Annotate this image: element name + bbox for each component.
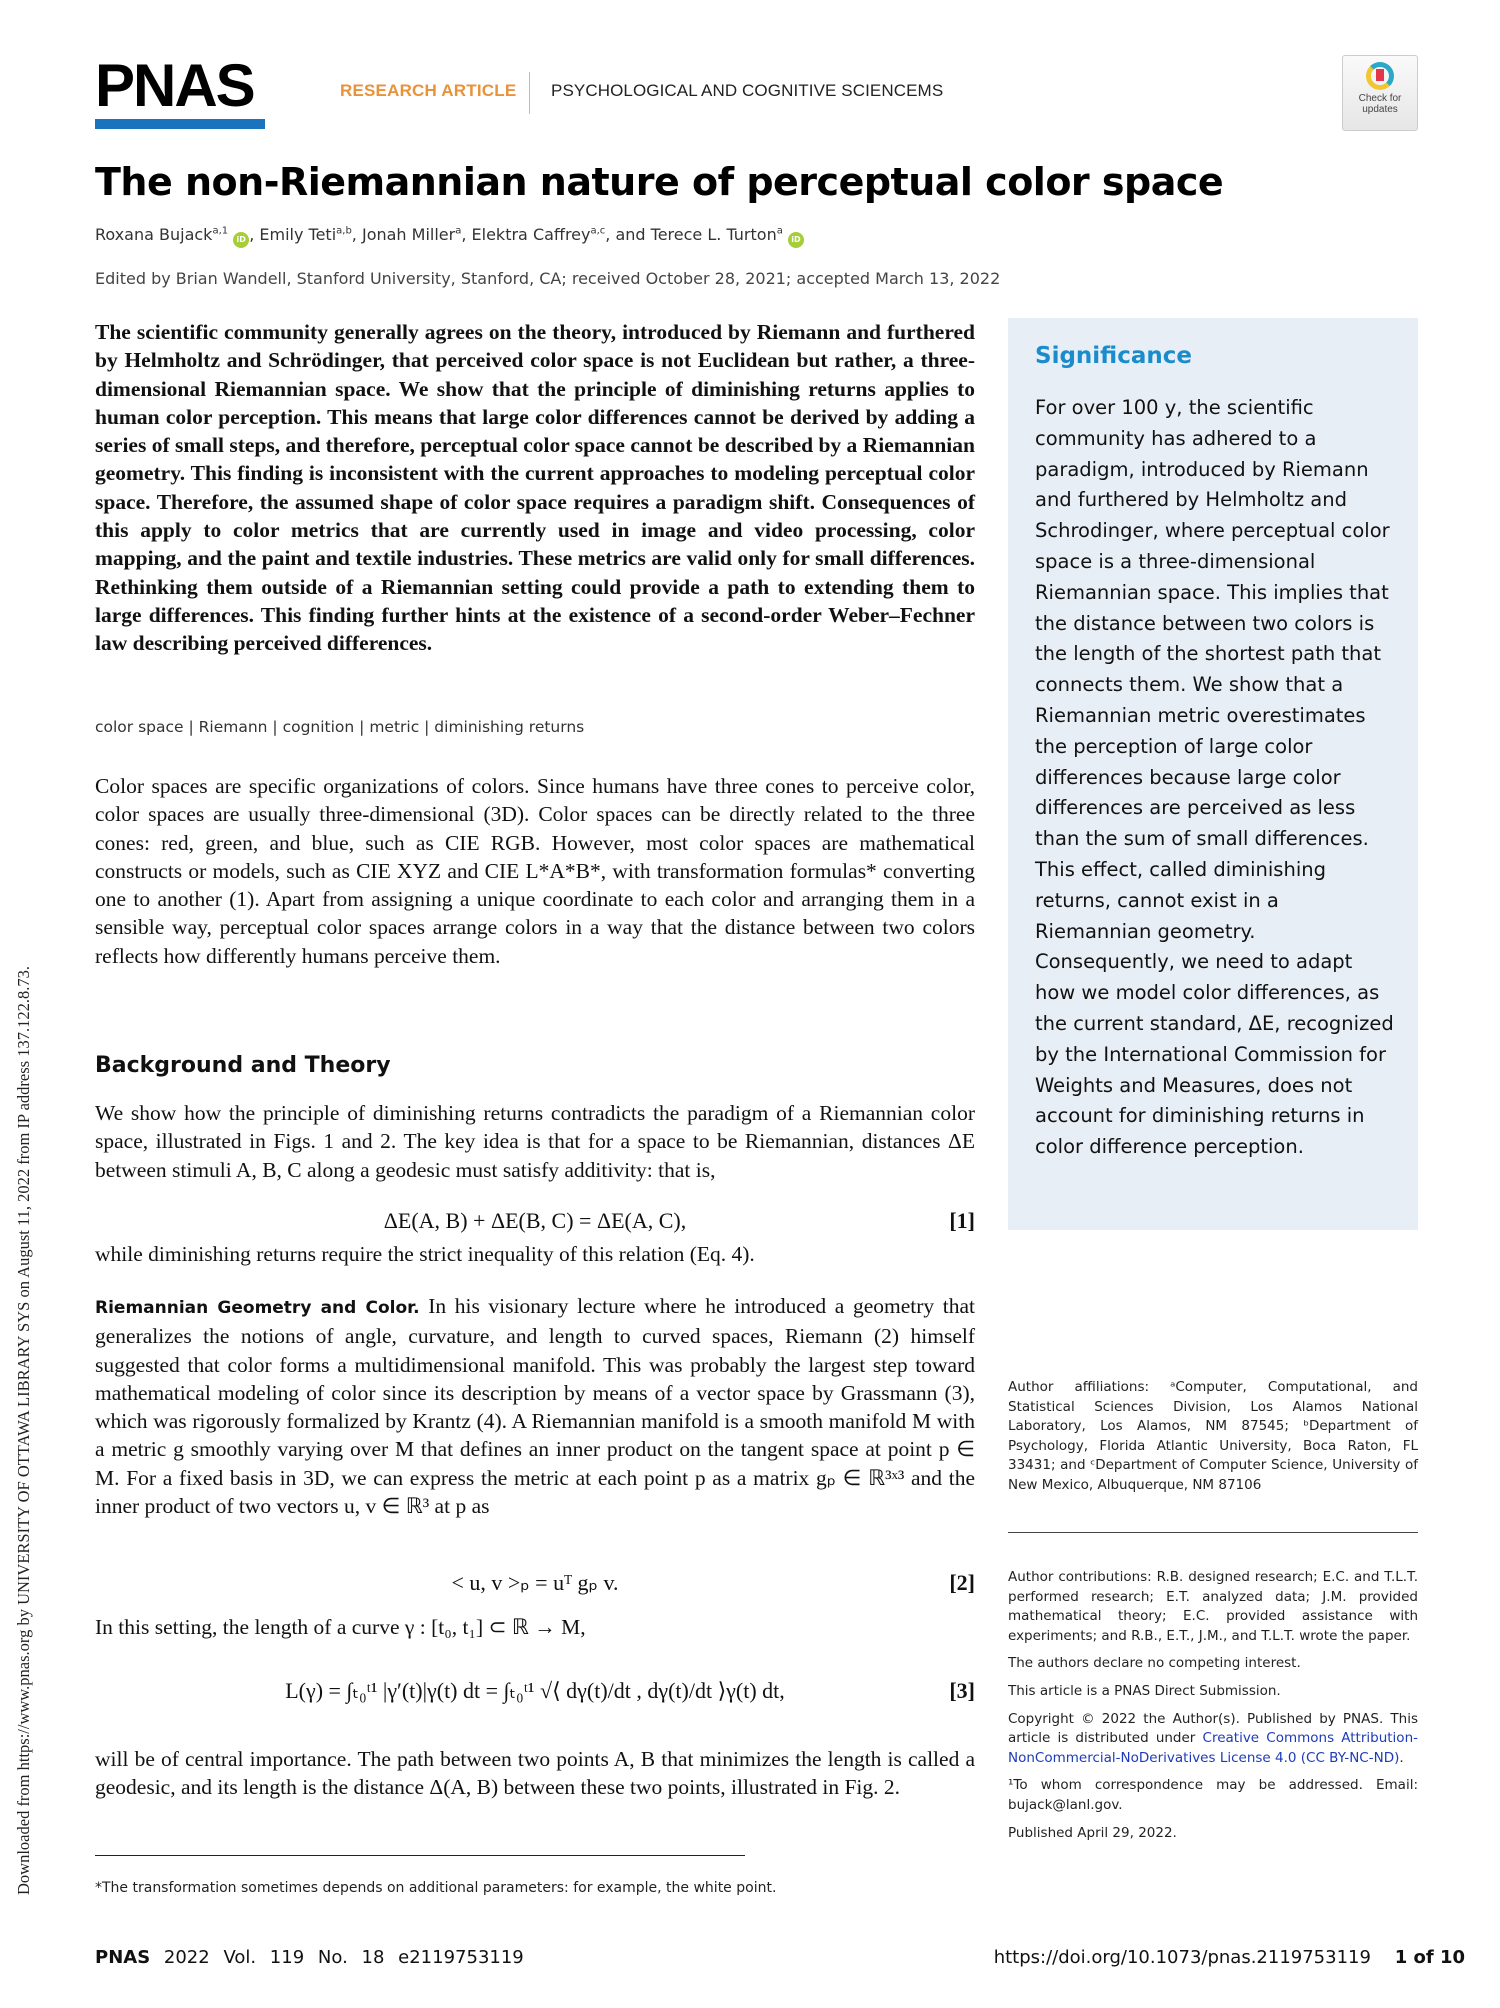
equation-2: < u, v >ₚ = uᵀ gₚ v. [2] <box>451 1570 975 1595</box>
abstract: The scientific community generally agrees on the theory, introduced by Riemann and furthered by Helmholtz and Schrödinger, that perceived color space is not Euclidean but rather, a three-dimensional Riemannian space. We show that the principle of diminishing returns applies to human color perception. This means that large color differences cannot be derived by adding a series of small steps, and therefore, perceptual color space cannot be described by a Riemannian geometry. This finding is inconsistent with the current approaches to modeling perceptual color space. Therefore, the assumed shape of color space requires a paradigm shift. Consequences of this apply to color metrics that are currently used in image and video processing, color mapping, and the paint and textile industries. These metrics are valid only for small differences. Rethinking them outside of a Riemannian setting could provide a path to extending them to large differences. This finding further hints at the existence of a second-order Weber–Fechner law describing perceived differences. <box>95 320 975 656</box>
competing-interest: The authors declare no competing interest. <box>1008 1655 1301 1672</box>
author[interactable]: Terece L. Turton <box>650 225 777 244</box>
footnote-divider <box>95 1855 745 1856</box>
significance-title: Significance <box>1035 343 1192 369</box>
article-section: PSYCHOLOGICAL AND COGNITIVE SCIENCEMS <box>551 81 944 100</box>
orcid-icon[interactable]: iD <box>788 232 804 248</box>
editor-line: Edited by Brian Wandell, Stanford University, Stanford, CA; received October 28, 2021; accepted March 13, 2022 <box>95 269 1001 288</box>
section-heading: Background and Theory <box>95 1053 391 1078</box>
correspondence: ¹To whom correspondence may be addressed. Email: bujack@lanl.gov. <box>1008 1777 1418 1813</box>
intro-paragraph: Color spaces are specific organizations of colors. Since humans have three cones to perceive color, color spaces are usually three-dimensional (3D). Color spaces can be directly related to the three cones: red, green, and blue, such as CIE RGB. However, most color spaces are mathematical constructs or models, such as CIE XYZ and CIE L*A*B*, with transformation formulas* converting one to another (1). Apart from assigning a unique coordinate to each color and arranging them in a sensible way, perceptual color spaces arrange colors in a way that the distance between two colors reflects how differently humans perceive them. <box>95 774 975 968</box>
footnote: *The transformation sometimes depends on additional parameters: for example, the white point. <box>95 1880 777 1896</box>
submission-type: This article is a PNAS Direct Submission. <box>1008 1682 1281 1699</box>
copyright: Copyright © 2022 the Author(s). Published by PNAS. This article is distributed under Creative Commons Attribution-NonCommercial-NoDerivatives License 4.0 (CC BY-NC-ND). <box>1008 1710 1418 1766</box>
page-number: 1 of 10 <box>1394 1947 1465 1968</box>
author-contributions: Author contributions: R.B. designed research; E.C. and T.L.T. performed research; E.T. analyzed data; J.M. provided mathematical theory; E.C. provided assistance with experiments; and R.B., E.T., J.M., and T.L.T. wrote the paper. <box>1008 1569 1418 1644</box>
riemannian-paragraph: Riemannian Geometry and Color. In his visionary lecture where he introduced a geometry that generalizes the notions of angle, curvature, and length to curved spaces, Riemann (2) himself suggested that color forms a multidimensional manifold. This was probably the largest step toward mathematical modeling of color since its description by means of a vector space by Grassmann (3), which was rigorously formalized by Krantz (4). A Riemannian manifold is a smooth manifold M with a metric g smoothly varying over M that defines an inner product on the tangent space at point p ∈ M. For a fixed basis in 3D, we can express the metric at each point p as a matrix gₚ ∈ ℝ³ˣ³ and the inner product of two vectors u, v ∈ ℝ³ at p as <box>95 1294 976 1519</box>
keywords: color space | Riemann | cognition | metric | diminishing returns <box>95 718 585 736</box>
check-for-updates-label: Check for updates <box>1358 93 1402 115</box>
article-type: RESEARCH ARTICLE <box>340 81 517 100</box>
equation-number: [3] <box>949 1678 975 1703</box>
curve-paragraph: In this setting, the length of a curve γ : [t₀, t₁] ⊂ ℝ → M, <box>95 1615 586 1639</box>
download-watermark: Downloaded from https://www.pnas.org by UNIVERSITY OF OTTAWA LIBRARY SYS on August 11, 2022 from IP address 137.122.8.73. <box>14 966 33 1895</box>
citation-footer: PNAS 2022 Vol. 119 No. 18 e2119753119 <box>95 1947 524 1968</box>
article-notes <box>1008 1568 1418 1851</box>
author-list: Roxana Bujack$^{a,1}$ iD , Emily Teti$^{a,b}$, Jonah Miller$^a$, Elektra Caffrey$^{a,c}$, and Terece L. Turton$^a$ iD <box>95 225 804 248</box>
author[interactable]: Emily Teti <box>259 225 337 244</box>
check-for-updates-button[interactable] <box>1342 55 1418 131</box>
background-paragraph: We show how the principle of diminishing returns contradicts the paradigm of a Riemannian color space, illustrated in Figs. 1 and 2. The key idea is that for a space to be Riemannian, distances ΔE between stimuli A, B, C along a geodesic must satisfy additivity: that is, <box>95 1101 975 1182</box>
geodesic-paragraph: will be of central importance. The path between two points A, B that minimizes the length is called a geodesic, and its length is the distance Δ(A, B) between these two points, illustrated in Fig. 2. <box>95 1747 975 1800</box>
significance-text: For over 100 y, the scientific community has adhered to a paradigm, introduced by Riemann and furthered by Helmholtz and Schrodinger, where perceptual color space is a three-dimensional Riemannian space. This implies that the distance between two colors is the length of the shortest path that connects them. We show that a Riemannian metric overestimates the perception of large color differences because large color differences are perceived as less than the sum of small differences. This effect, called diminishing returns, cannot exist in a Riemannian geometry. Consequently, we need to adapt how we model color differences, as the current standard, ΔE, recognized by the International Commission for Weights and Measures, does not account for diminishing returns in color difference perception. <box>1035 396 1394 1159</box>
logo-text: PNAS <box>95 52 254 119</box>
background-paragraph-2: while diminishing returns require the strict inequality of this relation (Eq. 4). <box>95 1242 755 1266</box>
author[interactable]: Roxana Bujack <box>95 225 213 244</box>
author-affiliations: Author affiliations: ᵃComputer, Computational, and Statistical Sciences Division, Los Alamos National Laboratory, Los Alamos, NM 87545; ᵇDepartment of Psychology, Florida Atlantic University, Boca Raton, FL 33431; and ᶜDepartment of Computer Science, University of New Mexico, Albuquerque, NM 87106 <box>1008 1379 1418 1493</box>
crossmark-icon <box>1366 62 1394 90</box>
published-date: Published April 29, 2022. <box>1008 1824 1177 1841</box>
author[interactable]: Elektra Caffrey <box>471 225 591 244</box>
logo-bar <box>95 119 265 129</box>
orcid-icon[interactable]: iD <box>233 232 249 248</box>
article-title: The non-Riemannian nature of perceptual color space <box>95 160 1224 204</box>
header-divider <box>529 72 530 114</box>
pnas-logo[interactable] <box>95 52 267 129</box>
equation-number: [2] <box>949 1570 975 1595</box>
subsection-heading: Riemannian Geometry and Color. <box>95 1298 420 1318</box>
doi-link[interactable]: https://doi.org/10.1073/pnas.2119753119 <box>993 1947 1371 1968</box>
license-link[interactable]: Creative Commons Attribution-NonCommercial-NoDerivatives License 4.0 (CC BY-NC-ND) <box>1008 1730 1418 1766</box>
equation-3: L(γ) = ∫ₜ₀ᵗ¹ |γ′(t)|γ(t) dt = ∫ₜ₀ᵗ¹ √⟨ dγ(t)/dt , dγ(t)/dt ⟩γ(t) dt, [3] <box>285 1678 975 1703</box>
doi-footer <box>994 1947 1465 1968</box>
equation-number: [1] <box>949 1208 975 1233</box>
author[interactable]: Jonah Miller <box>361 225 456 244</box>
sidebar-divider <box>1008 1532 1418 1533</box>
equation-1: ΔE(A, B) + ΔE(B, C) = ΔE(A, C), [1] <box>383 1208 975 1233</box>
